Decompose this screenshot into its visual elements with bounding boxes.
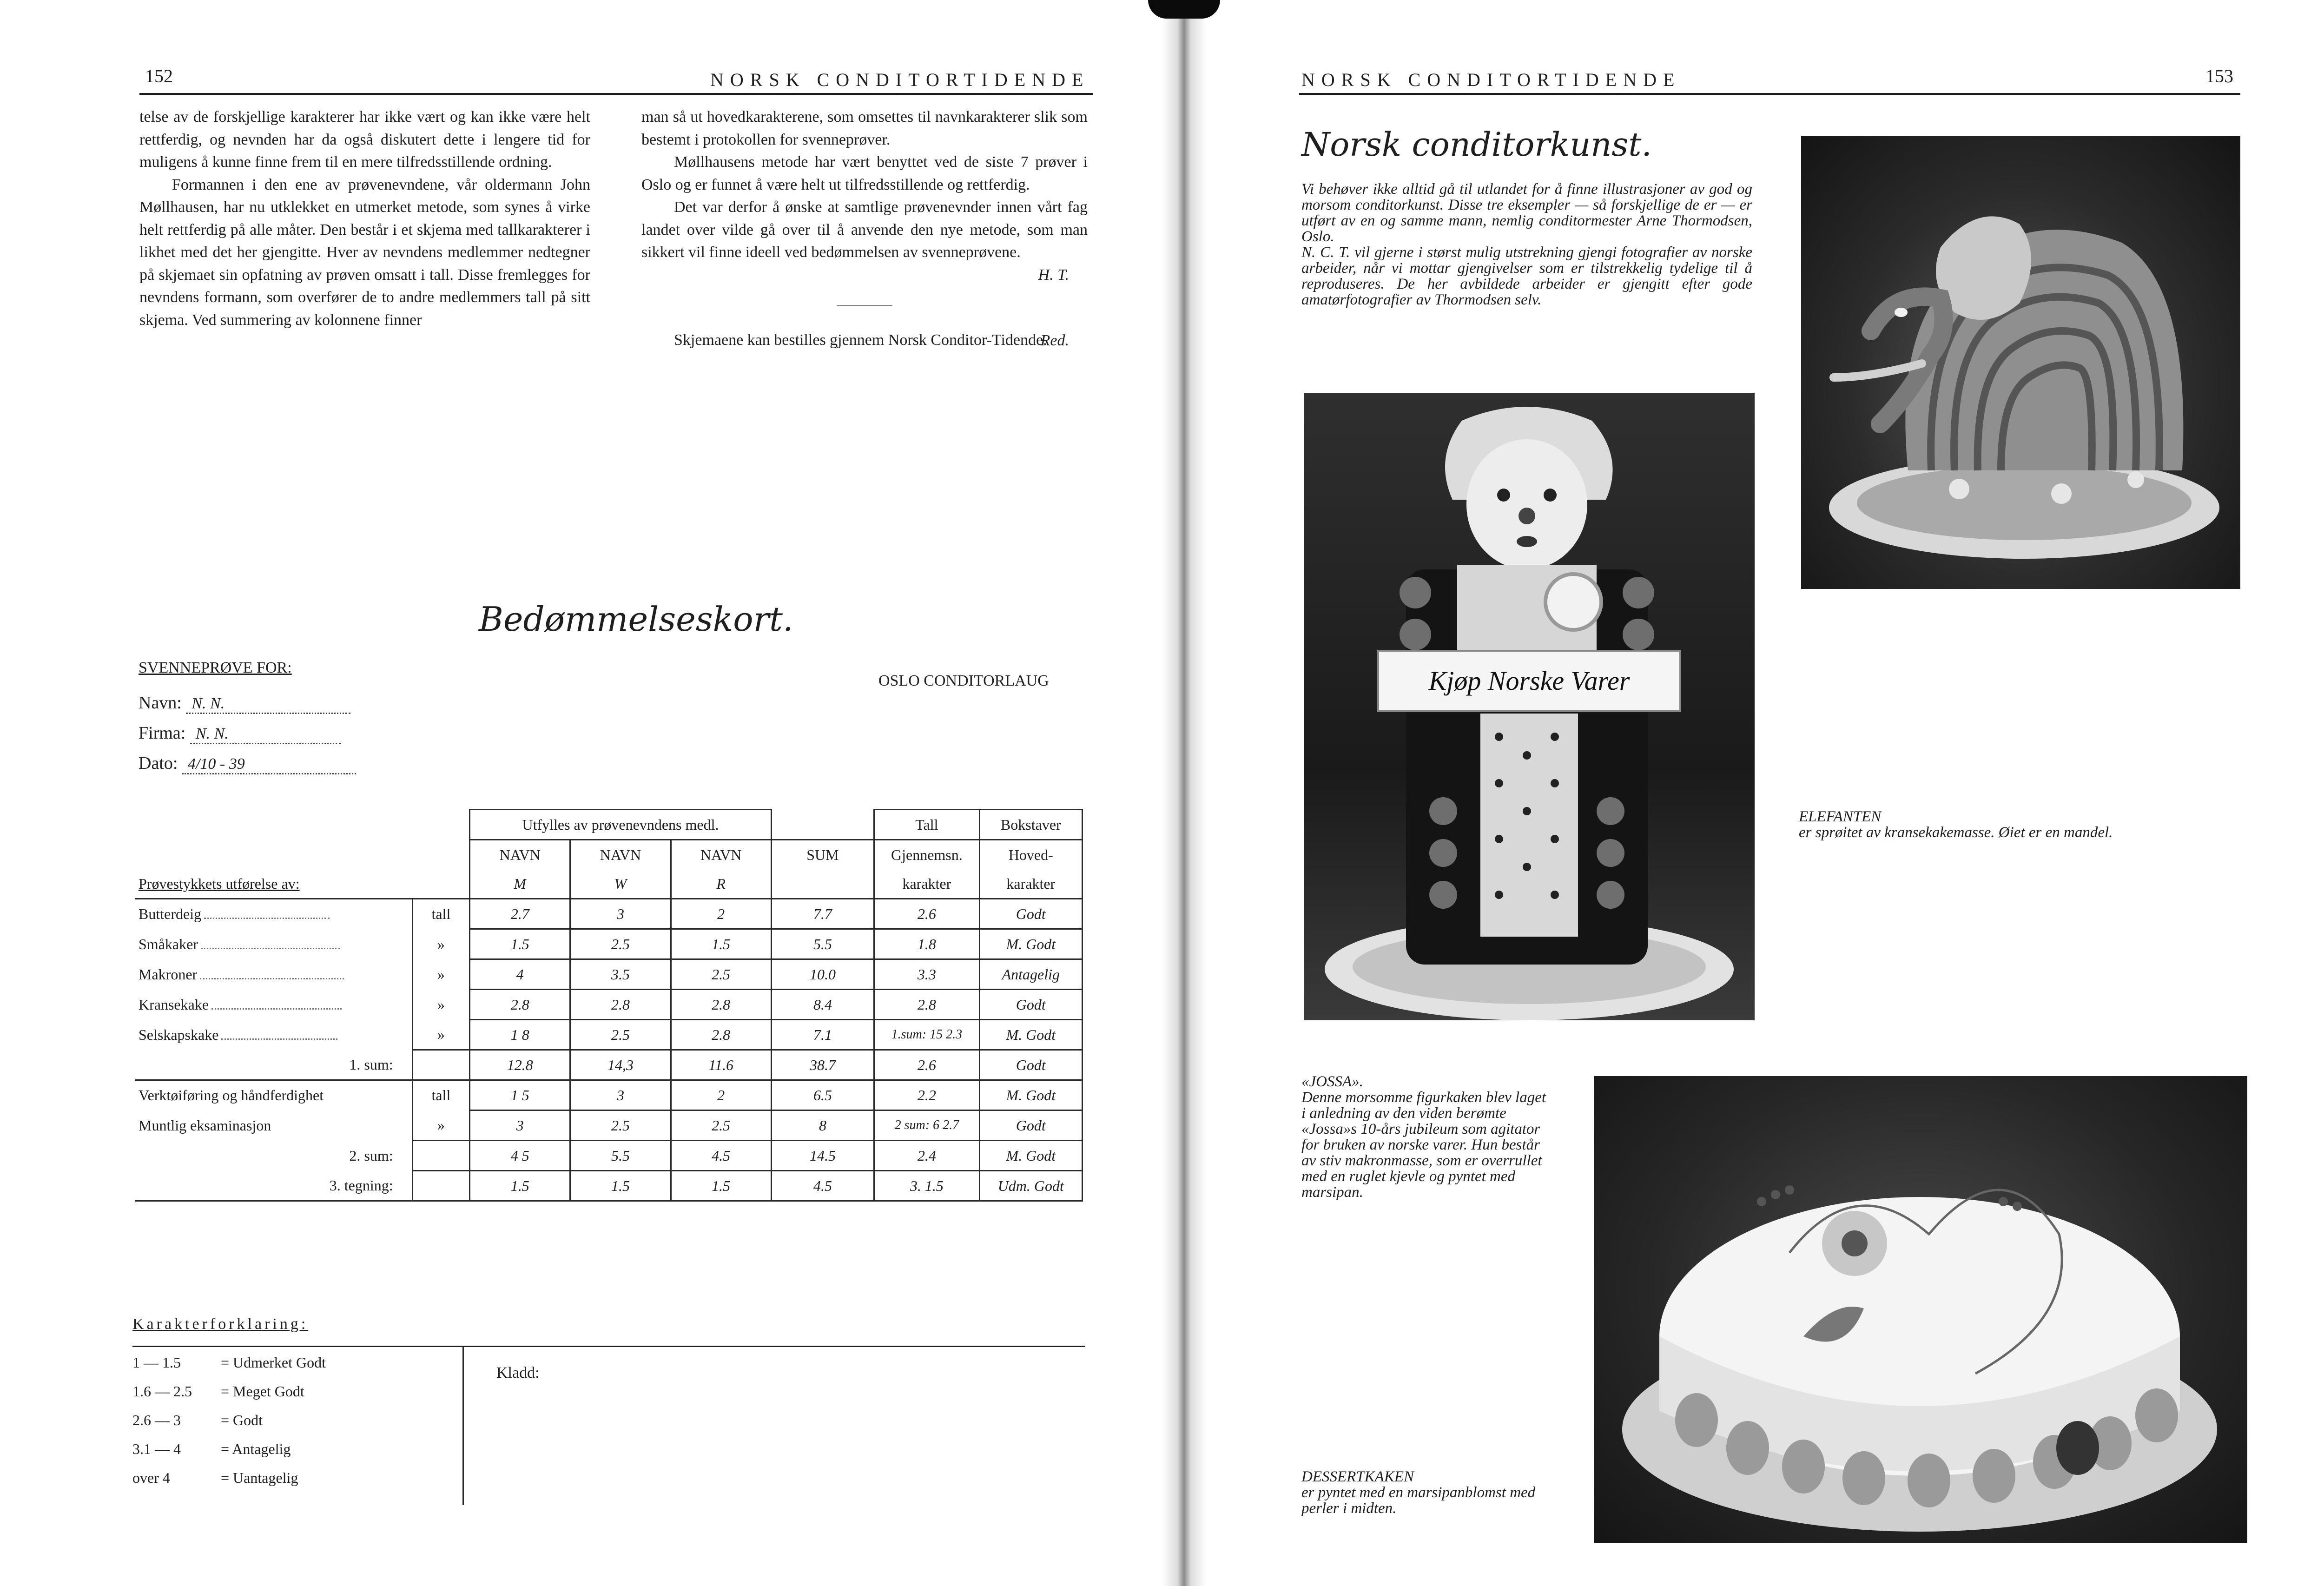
- cell-avg: 2.6: [874, 1050, 980, 1080]
- firma-value: N. N.: [190, 725, 341, 744]
- table-row: [135, 1141, 1083, 1171]
- elephant-photo: [1801, 136, 2240, 589]
- legend-item: 2.6 — 3 = Godt: [132, 1412, 263, 1428]
- table-row: [135, 1020, 1083, 1050]
- dessert-photo: [1594, 1076, 2247, 1543]
- legend-item: 3.1 — 4 = Antagelig: [132, 1441, 291, 1457]
- row-label: Makroner: [135, 959, 412, 990]
- jossa-caption: [1301, 1074, 1552, 1200]
- row-label: Kransekake: [135, 990, 412, 1020]
- cell-b: 3: [570, 1080, 671, 1110]
- cell-a: 1.5: [470, 929, 570, 959]
- row-label: Selskapskake: [135, 1020, 412, 1050]
- header-tall: Tall: [874, 810, 980, 840]
- left-page-number: 152: [145, 66, 173, 86]
- cell-a: 12.8: [470, 1050, 570, 1080]
- cell-sum: 14.5: [771, 1141, 874, 1171]
- cell-c: 2: [671, 1080, 771, 1110]
- cell-c: 2.8: [671, 1020, 771, 1050]
- table-row: [135, 1050, 1083, 1080]
- cell-c: 2.8: [671, 990, 771, 1020]
- cell-avg: 2 sum: 6 2.7: [874, 1110, 980, 1141]
- initial-2: W: [570, 869, 671, 899]
- cell-a: 4 5: [470, 1141, 570, 1171]
- dato-row: [139, 753, 356, 774]
- cell-grade: M. Godt: [979, 929, 1082, 959]
- elephant-caption: [1799, 809, 2245, 840]
- paragraph: man så ut hovedkarakterene, som omsettes til navnkarakterer slik som bestemt i protokollen for svenneprøver.: [641, 108, 1088, 148]
- cell-a: 2.7: [470, 899, 570, 929]
- cell-avg: 2.8: [874, 990, 980, 1020]
- initial-1: M: [470, 869, 570, 899]
- cell-c: 1.5: [671, 929, 771, 959]
- row-unit: tall: [412, 1080, 470, 1110]
- cell-avg: 3.3: [874, 959, 980, 990]
- paragraph: Formannen i den ene av prøvenevndene, vår oldermann John Møllhausen, har nu utklekket en utmerket metode, som synes å virke helt rettferdig på alle måter. Den består i et skjema med tallkarakterer i likhet med det her gjengitte. Hver av nevndens medlemmer nedtegner på skjemaet sin opfatning av prøven omsatt i tall. Disse fremlegges for nevndens formann, som overfører de to andre medlemmers tall på sitt skjema. Ved summering av kolonnene finner: [139, 176, 590, 329]
- elephant-title: ELEFANTEN: [1799, 808, 1882, 825]
- paragraph: Det var derfor å ønske at samtlige prøvenevnder innen vårt fag landet over vilde gå over til å anvende den nye metode, som man sikkert vil finne ideell ved bedømmelsen av svenneprøvene.: [641, 198, 1088, 261]
- row-label: Småkaker: [135, 929, 412, 959]
- dessert-caption: [1301, 1469, 1562, 1516]
- col-hoved-2: karakter: [979, 869, 1082, 899]
- navn-value: N. N.: [186, 695, 350, 714]
- row-label: 2. sum:: [349, 1147, 393, 1164]
- cell-sum: 10.0: [771, 959, 874, 990]
- table-header-row: [135, 840, 1083, 870]
- cell-c: 2.5: [671, 959, 771, 990]
- table-row: [135, 1080, 1083, 1110]
- dessert-title: DESSERTKAKEN: [1301, 1468, 1414, 1485]
- row-label: 1. sum:: [349, 1056, 393, 1073]
- left-header-rule: [139, 93, 1093, 95]
- right-header-rule: [1299, 93, 2240, 95]
- row-unit: [412, 1141, 470, 1171]
- col-navn-1: NAVN: [470, 840, 570, 870]
- elephant-text: er sprøitet av kransekakemasse. Øiet er en mandel.: [1799, 824, 2113, 841]
- spine-shadow: [1148, 0, 1220, 19]
- row-unit: tall: [412, 899, 470, 929]
- cell-grade: M. Godt: [979, 1141, 1082, 1171]
- cell-grade: M. Godt: [979, 1080, 1082, 1110]
- table-row: [135, 1110, 1083, 1141]
- cell-a: 1 8: [470, 1020, 570, 1050]
- cell-sum: 7.1: [771, 1020, 874, 1050]
- article-title: Norsk conditorkunst.: [1301, 126, 1652, 164]
- jossa-sign-text: Kjøp Norske Varer: [1428, 666, 1630, 696]
- cell-grade: M. Godt: [979, 1020, 1082, 1050]
- cell-c: 11.6: [671, 1050, 771, 1080]
- dato-label: Dato:: [139, 753, 178, 773]
- divider: [837, 305, 892, 306]
- col-hoved: Hoved-: [979, 840, 1082, 870]
- col-karakter: karakter: [874, 869, 980, 899]
- cell-c: 2.5: [671, 1110, 771, 1141]
- col-sum: SUM: [771, 840, 874, 870]
- row-label: Verktøiføring og håndferdighet: [135, 1080, 412, 1110]
- order-note: Skjemaene kan bestilles gjennem Norsk Conditor-Tidende.: [674, 331, 1047, 349]
- cell-sum: 7.7: [771, 899, 874, 929]
- cell-sum: 38.7: [771, 1050, 874, 1080]
- row-unit: [412, 1050, 470, 1080]
- firma-label: Firma:: [139, 723, 186, 743]
- row-unit: »: [412, 990, 470, 1020]
- cell-c: 2: [671, 899, 771, 929]
- left-running-head: NORSK CONDITORTIDENDE: [710, 69, 1090, 90]
- cell-sum: 4.5: [771, 1171, 874, 1201]
- cell-c: 4.5: [671, 1141, 771, 1171]
- cell-sum: 5.5: [771, 929, 874, 959]
- cell-avg: 2.4: [874, 1141, 980, 1171]
- cell-sum: 8.4: [771, 990, 874, 1020]
- cell-b: 1.5: [570, 1171, 671, 1201]
- dessert-text: er pyntet med en marsipanblomst med perler i midten.: [1301, 1484, 1536, 1517]
- jossa-photo: [1304, 393, 1755, 1020]
- row-unit: »: [412, 929, 470, 959]
- cell-b: 2.5: [570, 929, 671, 959]
- legend-item: 1 — 1.5 = Udmerket Godt: [132, 1354, 326, 1371]
- col-gjennomsn: Gjennemsn.: [874, 840, 980, 870]
- row-label: Butterdeig: [135, 899, 412, 929]
- legend-box: [132, 1347, 464, 1505]
- cell-grade: Antagelig: [979, 959, 1082, 990]
- cell-a: 1 5: [470, 1080, 570, 1110]
- cell-avg: 1.sum: 15 2.3: [874, 1020, 980, 1050]
- jossa-title: «JOSSA».: [1301, 1073, 1363, 1090]
- cell-b: 3: [570, 899, 671, 929]
- row-unit: »: [412, 1020, 470, 1050]
- elephant-illustration: [1801, 136, 2240, 589]
- navn-row: [139, 693, 350, 714]
- table-row: [135, 899, 1083, 929]
- table-header-row: [135, 810, 1083, 840]
- cell-grade: Udm. Godt: [979, 1171, 1082, 1201]
- cell-b: 3.5: [570, 959, 671, 990]
- paragraph: Møllhausens metode har vært benyttet ved de siste 7 prøver i Oslo og er funnet å være helt ut tilfredsstillende og rettferdig.: [641, 153, 1088, 193]
- legend-item: over 4 = Uantagelig: [132, 1469, 298, 1486]
- table-header-row: [135, 869, 1083, 899]
- form-title: Bedømmelseskort.: [479, 600, 793, 639]
- left-column-2: [641, 106, 1088, 352]
- row-label: 3. tegning:: [135, 1171, 412, 1201]
- paragraph: telse av de forskjellige karakterer har ikke vært og kan ikke være helt rettferdig, og nevnden har da også diskutert dette i lengere tid for muligens å kunne finne frem til en mere tilfredsstillende ordning.: [139, 108, 590, 171]
- cell-a: 4: [470, 959, 570, 990]
- form-org: OSLO CONDITORLAUG: [878, 672, 1049, 689]
- signature-red: Red.: [1040, 331, 1069, 349]
- row-header: Prøvestykkets utførelse av:: [139, 875, 300, 892]
- cell-a: 3: [470, 1110, 570, 1141]
- cell-grade: Godt: [979, 899, 1082, 929]
- cell-b: 2.8: [570, 990, 671, 1020]
- row-unit: »: [412, 959, 470, 990]
- header-bokstaver: Bokstaver: [979, 810, 1082, 840]
- cell-avg: 3. 1.5: [874, 1171, 980, 1201]
- cell-sum: 8: [771, 1110, 874, 1141]
- dato-value: 4/10 - 39: [182, 755, 356, 774]
- table-row: [135, 1171, 1083, 1201]
- initial-3: R: [671, 869, 771, 899]
- jossa-illustration: [1304, 393, 1755, 1020]
- form-heading: SVENNEPRØVE FOR:: [139, 659, 292, 676]
- right-running-head: NORSK CONDITORTIDENDE: [1301, 69, 1681, 90]
- cell-avg: 2.2: [874, 1080, 980, 1110]
- table-row: [135, 990, 1083, 1020]
- article-intro: Vi behøver ikke alltid gå til utlandet for å finne illustrasjoner av god og morsom conditorkunst. Disse tre eksempler — så forskjellige de er — er utført av en og samme mann, nemlig conditormester Arne Thormodsen, Oslo. N. C. T. vil gjerne i størst mulig utstrekning gjengi fotografier av norske arbeider, når vi mottar gjengivelser som er tilstrekkelig tydelige til å reproduseres. De her avbildede arbeider er gjengitt efter gode amatørfotografier av Thormodsen selv.: [1301, 181, 1752, 308]
- col-navn-3: NAVN: [671, 840, 771, 870]
- col-navn-2: NAVN: [570, 840, 671, 870]
- table-row: [135, 929, 1083, 959]
- cell-sum: 6.5: [771, 1080, 874, 1110]
- firma-row: [139, 723, 341, 744]
- signature-ht: H. T.: [1038, 266, 1069, 284]
- cell-avg: 1.8: [874, 929, 980, 959]
- cell-b: 14,3: [570, 1050, 671, 1080]
- cell-grade: Godt: [979, 1110, 1082, 1141]
- row-unit: »: [412, 1110, 470, 1141]
- row-unit: [412, 1171, 470, 1201]
- legend-title: Karakterforklaring:: [132, 1315, 309, 1333]
- legend-item: 1.6 — 2.5 = Meget Godt: [132, 1383, 304, 1400]
- cell-grade: Godt: [979, 990, 1082, 1020]
- book-spine: [1162, 0, 1206, 1586]
- header-group: Utfylles av prøvenevndens medl.: [470, 810, 772, 840]
- cell-a: 1.5: [470, 1171, 570, 1201]
- kladd-label: Kladd:: [496, 1364, 540, 1381]
- cell-grade: Godt: [979, 1050, 1082, 1080]
- score-table: [135, 809, 1083, 1202]
- dessert-illustration: [1594, 1076, 2247, 1543]
- table-row: [135, 959, 1083, 990]
- jossa-text: Denne morsomme figurkaken blev laget i anledning av den viden berømte «Jossa»s 10-års jubileum som agitator for bruken av norske varer. Hun består av stiv makronmasse, som er overrullet med en ruglet kjevle og pyntet med marsipan.: [1301, 1089, 1546, 1201]
- right-page-number: 153: [2205, 66, 2233, 86]
- cell-c: 1.5: [671, 1171, 771, 1201]
- cell-b: 2.5: [570, 1020, 671, 1050]
- cell-b: 2.5: [570, 1110, 671, 1141]
- left-column-1: [139, 106, 590, 331]
- navn-label: Navn:: [139, 693, 182, 713]
- cell-avg: 2.6: [874, 899, 980, 929]
- cell-a: 2.8: [470, 990, 570, 1020]
- cell-b: 5.5: [570, 1141, 671, 1171]
- row-label: Muntlig eksaminasjon: [139, 1117, 271, 1134]
